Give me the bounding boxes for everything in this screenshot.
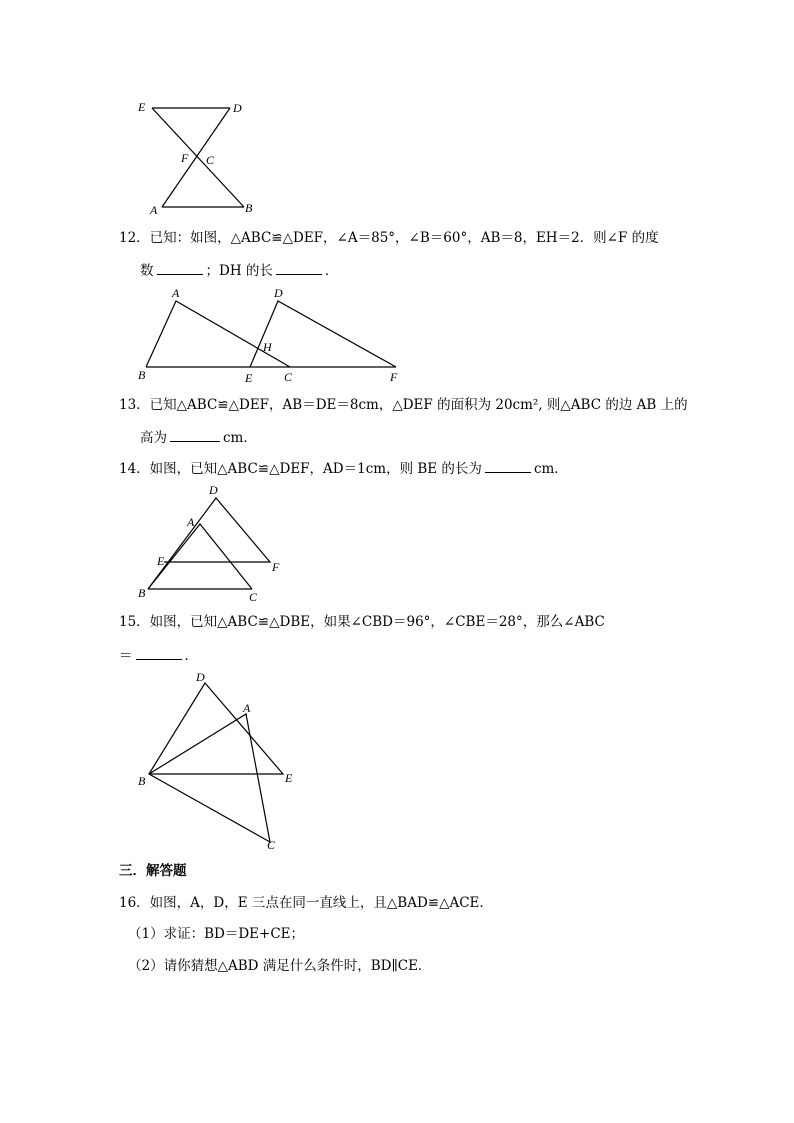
question-13-line1: 13．已知△ABC≌△DEF，AB＝DE＝8cm，△DEF 的面积为 20cm², 则△ABC 的边 AB 上的 <box>119 397 688 413</box>
q12-text-b: ；DH 的长 <box>205 263 273 279</box>
figure-q15 <box>133 668 313 860</box>
label-E: E <box>138 100 146 114</box>
figure-q14 <box>136 482 296 604</box>
answer-blank-be[interactable] <box>485 458 531 473</box>
label-E: E <box>157 554 165 568</box>
answer-blank-height[interactable] <box>170 427 220 442</box>
label-C: C <box>284 370 293 384</box>
figure-q12 <box>132 283 412 388</box>
label-B: B <box>138 774 146 788</box>
question-16-part1: （1）求证：BD＝DE+CE； <box>128 926 305 942</box>
question-13-line2 <box>140 427 257 447</box>
segment-DA <box>162 108 230 207</box>
q15-text-b: ． <box>184 648 198 664</box>
triangle-DEF-sides <box>148 498 270 589</box>
label-A: A <box>187 515 195 529</box>
q12-text-a: 数 <box>140 263 154 279</box>
figure-q11 <box>130 95 270 220</box>
label-A: A <box>243 701 251 715</box>
label-E: E <box>245 371 253 385</box>
question-15-line1: 15．如图，已知△ABC≌△DBE，如果∠CBD＝96°，∠CBE＝28°，那么∠ABC <box>119 614 605 630</box>
label-C: C <box>249 590 258 604</box>
answer-blank-angle-f[interactable] <box>157 260 203 275</box>
triangle-ABC <box>149 714 270 842</box>
question-12-line1: 12．已知：如图，△ABC≌△DEF，∠A＝85°，∠B＝60°，AB＝8，EH＝2．则∠F 的度 <box>119 230 659 246</box>
label-C: C <box>206 153 215 167</box>
label-F: F <box>390 370 398 384</box>
label-F: F <box>181 151 189 165</box>
question-14-line1 <box>119 458 568 478</box>
question-15-line2 <box>119 645 198 665</box>
answer-blank-abc[interactable] <box>136 645 182 660</box>
label-E: E <box>285 771 293 785</box>
label-F: F <box>272 560 280 574</box>
question-12-line2 <box>140 260 338 280</box>
segment-EB <box>152 108 244 207</box>
label-A: A <box>150 203 158 217</box>
q14-text-b: cm． <box>533 461 568 477</box>
q15-text-a: ＝ <box>119 648 133 664</box>
label-D: D <box>274 286 283 300</box>
label-H: H <box>263 340 272 354</box>
q14-text-a: 14．如图，已知△ABC≌△DEF，AD＝1cm，则 BE 的长为 <box>119 461 482 477</box>
triangle-DBE <box>149 683 283 774</box>
question-16-line1: 16．如图，A，D，E 三点在同一直线上，且△BAD≌△ACE． <box>119 895 493 911</box>
q13-text-b: cm． <box>223 430 257 446</box>
section-heading-answers: 三．解答题 <box>119 863 187 879</box>
q13-text-a: 高为 <box>140 430 167 446</box>
label-C: C <box>267 838 276 852</box>
triangle-ABC-sides <box>146 301 290 367</box>
label-B: B <box>138 586 146 600</box>
label-D: D <box>209 483 218 497</box>
label-D: D <box>233 101 242 115</box>
label-A: A <box>172 286 180 300</box>
label-B: B <box>245 201 253 215</box>
label-B: B <box>138 368 146 382</box>
answer-blank-dh[interactable] <box>276 260 322 275</box>
label-D: D <box>196 670 205 684</box>
q12-text-c: ． <box>324 263 339 279</box>
question-16-part2: （2）请你猜想△ABD 满足什么条件时，BD∥CE． <box>128 958 432 974</box>
